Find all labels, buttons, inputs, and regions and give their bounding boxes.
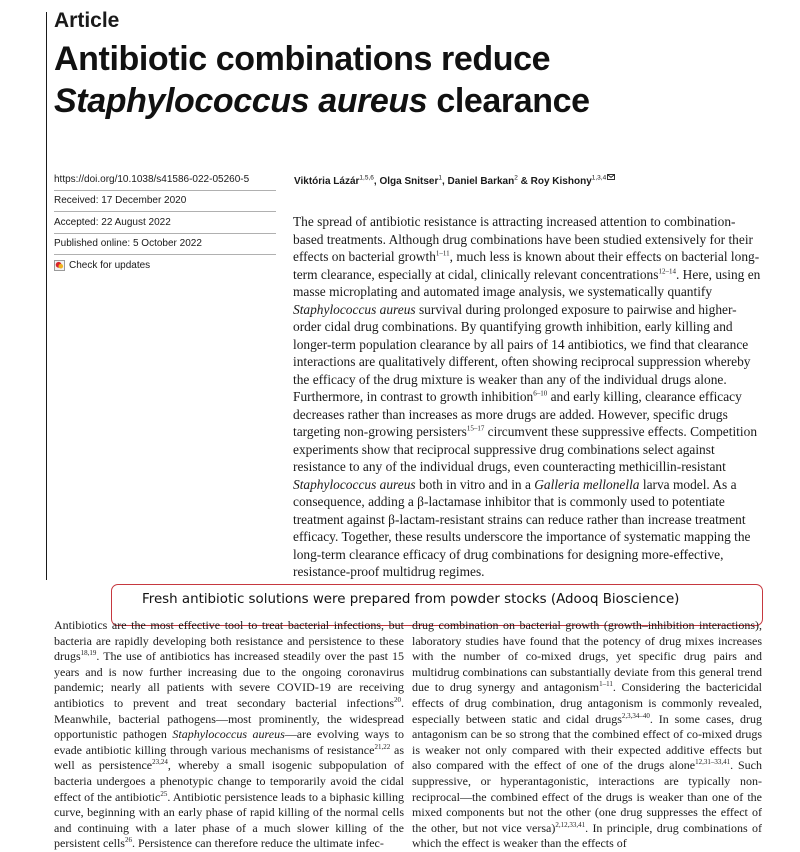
citation-ref: 6–10 [533, 389, 548, 398]
accepted-date: Accepted: 22 August 2022 [54, 217, 171, 228]
meta-divider [54, 233, 276, 234]
text-run: . Considering the bactericidal effects of drug combination, drug antagonism is commonly revealed, especially between static and cidal drugs [412, 680, 762, 726]
doi-link[interactable]: https://doi.org/10.1038/s41586-022-05260-5 [54, 174, 250, 185]
text-run: and early killing, clearance efficacy decreases rather than increases as more drugs are added. However, specific drugs targeting non-growing persisters [293, 389, 742, 439]
author-affiliation: 1,3,4 [591, 174, 607, 182]
author-name[interactable]: Olga Snitser [379, 176, 439, 187]
citation-ref: 26 [124, 836, 132, 845]
text-run: larva model. As a consequence, adding a β-lactamase inhibitor that is commonly used to potentiate treatment against β-lactam-resistant strains can reduce rather than increase treatment efficacy. Together, these results underscore the importance of systematic mapping the long-term clearance efficacy of drug combinations for designing more-effective, resistance-proof multidrug regimes. [293, 476, 751, 579]
text-run: The spread of antibiotic resistance is attracting increased attention to combination-based treatments. Although drug combinations have been studied extensively for their effects on bacterial growth [293, 214, 754, 264]
author-separator: , [373, 176, 380, 187]
species-name: Staphylococcus aureus [172, 727, 285, 742]
corresponding-author-mail-icon[interactable] [607, 174, 615, 180]
citation-ref: 12,31–33,41 [695, 758, 731, 767]
author-affiliation: 1,5,6 [359, 174, 374, 182]
annotation-text: Fresh antibiotic solutions were prepared from powder stocks (Adooq Bioscience) [142, 592, 680, 607]
title-line-1: Antibiotic combinations reduce [54, 40, 551, 78]
title-species: Staphylococcus aureus [54, 82, 428, 120]
text-run: . In some cases, drug antagonism can be so strong that the combined effect of co-mixed drugs is weaker not only compared with their expected additive effects but also compared with the effect of one of the drugs alone [412, 711, 762, 773]
meta-divider [54, 254, 276, 255]
text-run: . Here, using en masse microplating and automated image analysis, we systematically quantify [293, 266, 761, 299]
check-for-updates-button[interactable] [54, 260, 150, 271]
citation-ref: 2,3,34–40 [621, 711, 650, 720]
author-affiliation: 1 [438, 174, 442, 182]
received-date: Received: 17 December 2020 [54, 195, 187, 206]
citation-ref: 20 [394, 695, 401, 704]
body-column-left [54, 618, 405, 851]
check-for-updates-label: Check for updates [69, 260, 151, 271]
text-run: circumvent these suppressive effects. Competition experiments show that reciprocal suppressive drug combinations select against resistance to any of the individual drugs, even counteracting methicillin-resistant [293, 424, 758, 474]
species-name: Staphylococcus aureus [293, 476, 416, 492]
body-column-right [412, 618, 763, 851]
citation-ref: 1–11 [599, 680, 613, 689]
title-line-2-rest: clearance [427, 82, 590, 120]
species-name: Galleria mellonella [534, 476, 640, 492]
text-run: both in vitro and in a [415, 476, 535, 492]
header-rule [46, 12, 47, 580]
text-run: . Such suppressive, or hyperantagonistic, interactions are typically non-reciprocal—the combined effect of the drugs is weaker than one of the mixed components but not the other (one drug suppresses the effect of the other, but not vice versa) [412, 758, 763, 835]
author-separator: & [517, 176, 531, 187]
citation-ref: 23,24 [152, 758, 168, 767]
text-run: —are evolving ways to evade antibiotic killing through various mechanisms of resistance [54, 727, 404, 757]
citation-ref: 15–17 [466, 424, 485, 433]
text-run: . In principle, drug combinations of which the effect is weaker than the effects of [412, 820, 762, 851]
text-run: survival during prolonged exposure to pairwise and higher-order cidal drug combinations. By quantifying growth inhibition, early killing and longer-term population clearance by all pairs of 14 antibiotics, we find that clearance interactions are qualitatively different, often showing reciprocal suppression whereby the efficacy of the drug mixture is weaker than any of the individual drugs alone. Furthermore, in contrast to growth inhibition [293, 301, 751, 404]
citation-ref: 21,22 [374, 742, 391, 751]
text-run: . Antibiotic persistence leads to a biphasic killing curve, beginning with an early phase of rapid killing of the normal cells and continuing with a later phase of a much slower killing of the persistent cells [54, 789, 404, 851]
author-affiliation: 2 [514, 174, 518, 182]
author-name[interactable]: Daniel Barkan [447, 176, 515, 187]
citation-ref: 18,19 [80, 649, 97, 658]
article-title [54, 38, 774, 122]
citation-ref: 25 [160, 789, 168, 798]
text-run: as well as persistence [54, 742, 405, 773]
section-label: Article [54, 9, 120, 32]
text-run: , much less is known about their effects on bacterial long-term clearance, especially at cidal, clinically relevant concentrations [293, 249, 760, 282]
text-run: . The use of antibiotics has increased steadily over the past 15 years and is now further increasing due to the ongoing coronavirus pandemic; nearly all patients with severe COVID-19 are receiving antibiotics to prevent and treat secondary bacterial infections [54, 649, 404, 710]
author-name[interactable]: Viktória Lázár [294, 176, 360, 187]
text-run: , whereby a small isogenic subpopulation of bacteria undergoes a phenotypic change to temporarily avoid the cidal effect of the antibiotic [54, 758, 405, 804]
text-run: . Persistence can therefore reduce the ultimate infec- [131, 836, 384, 851]
meta-divider [54, 190, 276, 191]
author-name[interactable]: Roy Kishony [530, 176, 592, 187]
species-name: Staphylococcus aureus [293, 301, 416, 317]
text-run: drug combination on bacterial growth (growth–inhibition interactions), laboratory studies have found that the potency of drug mixes increases with the number of co-mixed drugs, yet specific drug pairs and multidrug combinations can substantially deviate from this general trend due to drug synergy and antagonism [412, 618, 762, 695]
author-separator: , [441, 176, 448, 187]
citation-ref: 2,12,33,41 [555, 820, 586, 829]
citation-ref: 1–11 [435, 249, 450, 258]
check-for-updates-icon [54, 260, 65, 271]
published-date: Published online: 5 October 2022 [54, 238, 202, 249]
abstract [293, 213, 763, 581]
author-list [294, 174, 615, 187]
text-run: Antibiotics are the most effective tool to treat bacterial infections, but bacteria are rapidly developing both resistance and persistence to these drugs [54, 618, 404, 664]
text-run: . Meanwhile, bacterial pathogens—most prominently, the widespread opportunistic pathogen [54, 695, 404, 742]
meta-divider [54, 211, 276, 212]
citation-ref: 12–14 [658, 267, 676, 276]
